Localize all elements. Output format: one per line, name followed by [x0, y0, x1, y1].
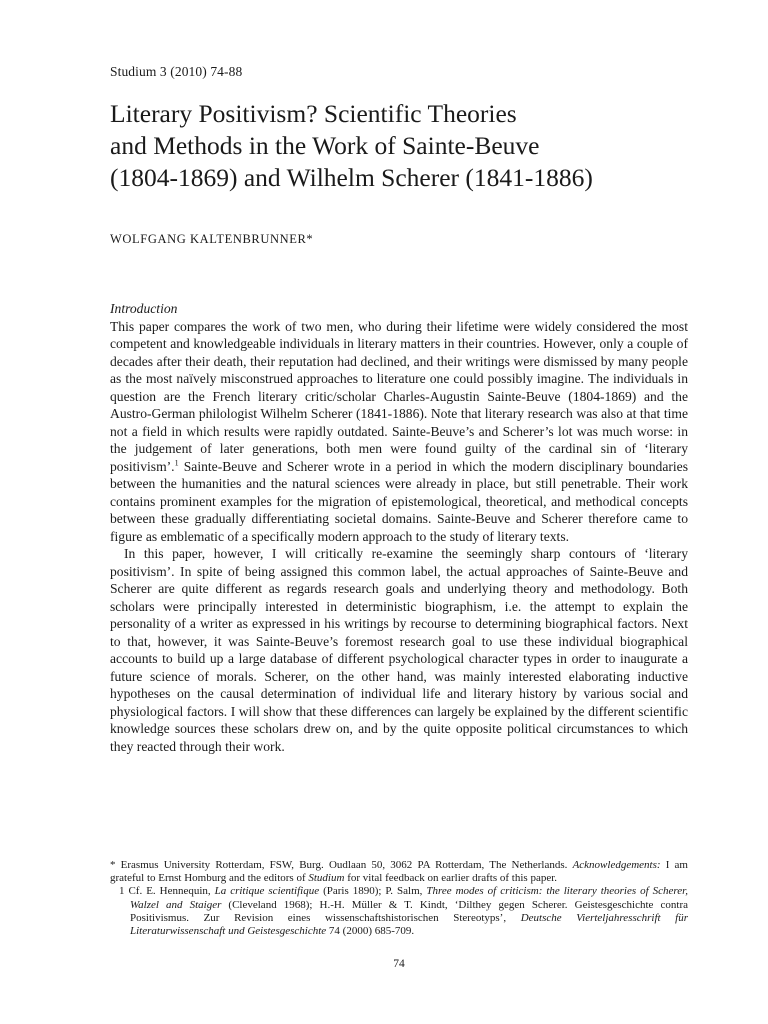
footnote-text: 1 Cf. E. Hennequin,: [119, 885, 215, 898]
footnote-text: * Erasmus University Rotterdam, FSW, Burg. Oudlaan 50, 3062 PA Rotterdam, The Netherlands.: [110, 859, 573, 871]
footnote-reference[interactable]: 1: [174, 457, 179, 467]
footnote-text-italic: La critique scientifique: [214, 885, 320, 898]
footnote-author-affiliation: [110, 859, 688, 885]
footnote-text: 74 (2000) 685-709.: [326, 925, 415, 938]
footnote-text-italic: Deutsche Vierteljahresschrift für Literaturwissenschaft und Geistesgeschichte: [130, 911, 688, 938]
footnote-text: I am grateful to Ernst Homburg and the editors of: [110, 859, 688, 885]
footnote-text-italic: Three modes of criticism: the literary theories of Scherer, Walzel and Staiger: [130, 885, 688, 911]
paragraph-text: Sainte-Beuve and Scherer wrote in a period in which the modern disciplinary boundaries between the humanities and the natural sciences were already in place, but still penetrable. Their work contains prominent examples for the migration of epistemological, theoretical, and methodical concepts between these gradually differentiating societal domains. Sainte-Beuve and Scherer therefore came to figure as emblematic of a specifically modern approach to the study of literary texts.: [110, 458, 688, 544]
footnote-text: (Cleveland 1968); H.-H. Müller & T. Kindt, ‘Dilthey gegen Scherer. Geistesgeschichte contra Positivismus. Zur Revision eines wissenschaftshistorischen Stereotyps’,: [130, 898, 688, 924]
journal-citation: Studium 3 (2010) 74-88: [110, 64, 243, 79]
title-line: (1804-1869) and Wilhelm Scherer (1841-1886): [110, 163, 593, 192]
author-name: WOLFGANG KALTENBRUNNER*: [110, 232, 314, 246]
footnote-text: (Paris 1890); P. Salm,: [319, 885, 427, 898]
body-paragraph: In this paper, however, I will critically re-examine the seemingly sharp contours of ‘literary positivism’. In spite of being assigned this common label, the actual approaches of Sainte-Beuve and Scherer are quite different as regards research goals and underlying theory and methodology. Both scholars were principally interested in deterministic biographism, i.e. the attempt to explain the personality of a writer as expressed in his writings by recourse to determining biographical factors. Next to that, however, it was Sainte-Beuve’s foremost research goal to use these individual biographical accounts to build up a large database of different psychological character types in order to inaugurate a future science of morals. Scherer, on the other hand, was mainly interested elaborating inductive hypotheses on the causal determination of individual life and literary history by various social and physiological factors. I will show that these differences can largely be explained by the different scientific knowledge sources these scholars drew on, and by the quite opposite political circumstances to which they reacted through their work.: [110, 546, 688, 754]
title-line: and Methods in the Work of Sainte-Beuve: [110, 131, 540, 160]
footnote-text-italic: Studium: [308, 872, 345, 885]
body-paragraph: [110, 318, 688, 546]
footnote-text: for vital feedback on earlier drafts of this paper.: [344, 872, 558, 885]
title-line: Literary Positivism? Scientific Theories: [110, 99, 517, 128]
page-number: 74: [393, 958, 405, 970]
footnote-1: [110, 885, 688, 938]
article-title: [110, 98, 688, 194]
footnotes: [110, 859, 688, 938]
section-heading: Introduction: [110, 301, 178, 316]
article-body: [110, 300, 688, 755]
paragraph-text: This paper compares the work of two men, who during their lifetime were widely considered the most competent and knowledgeable individuals in literary matters in their countries. However, only a couple of decades after their death, their reputation had declined, and their writings were dismissed by many people as the most naïvely misconstrued approaches to literature one could possibly imagine. The individuals in question are the French literary critic/scholar Charles-Augustin Sainte-Beuve (1804-1869) and the Austro-German philologist Wilhelm Scherer (1841-1886). Note that literary research was also at that time not a field in which results were rapidly outdated. Sainte-Beuve’s and Scherer’s lot was much worse: in the judgement of later generations, both men were found guilty of the cardinal sin of ‘literary positivism’.: [110, 318, 688, 474]
footnote-text-italic: Acknowledgements:: [572, 859, 661, 871]
